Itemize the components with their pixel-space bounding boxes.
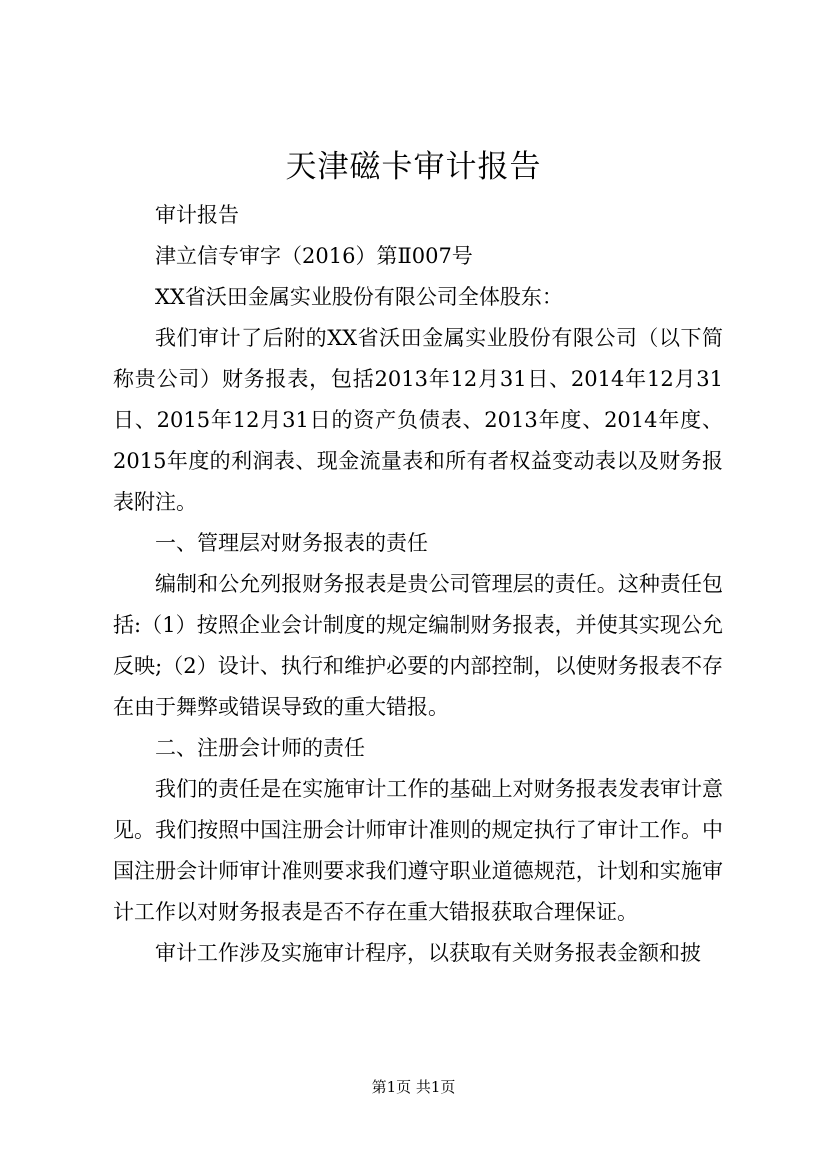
document-body <box>113 195 723 974</box>
page-number-footer: 第1页 共1页 <box>371 1078 456 1096</box>
section-heading-management-responsibility: 一、管理层对财务报表的责任 <box>155 531 428 555</box>
document-title: 天津磁卡审计报告 <box>285 149 542 185</box>
paragraph-scope: 我们审计了后附的XX省沃田金属实业股份有限公司（以下简称贵公司）财务报表，包括2013年12月31日、2014年12月31日、2015年12月31日的资产负债表、2013年度、2014年度、2015年度的利润表、现金流量表和所有者权益变动表以及财务报表附注。 <box>113 326 723 514</box>
report-number: 津立信专审字（2016）第Ⅱ007号 <box>155 244 473 268</box>
section-heading-auditor-responsibility: 二、注册会计师的责任 <box>155 736 365 760</box>
addressee: XX省沃田金属实业股份有限公司全体股东： <box>155 285 563 309</box>
paragraph-audit-procedures: 审计工作涉及实施审计程序，以获取有关财务报表金额和披 <box>155 941 701 965</box>
paragraph-management-responsibility: 编制和公允列报财务报表是贵公司管理层的责任。这种责任包括:（1）按照企业会计制度的规定编制财务报表，并使其实现公允反映;（2）设计、执行和维护必要的内部控制，以使财务报表不存在由于舞弊或错误导致的重大错报。 <box>113 572 723 719</box>
paragraph-auditor-responsibility: 我们的责任是在实施审计工作的基础上对财务报表发表审计意见。我们按照中国注册会计师审计准则的规定执行了审计工作。中国注册会计师审计准则要求我们遵守职业道德规范，计划和实施审计工作以对财务报表是否不存在重大错报获取合理保证。 <box>113 777 723 924</box>
heading-audit-report: 审计报告 <box>155 203 239 227</box>
